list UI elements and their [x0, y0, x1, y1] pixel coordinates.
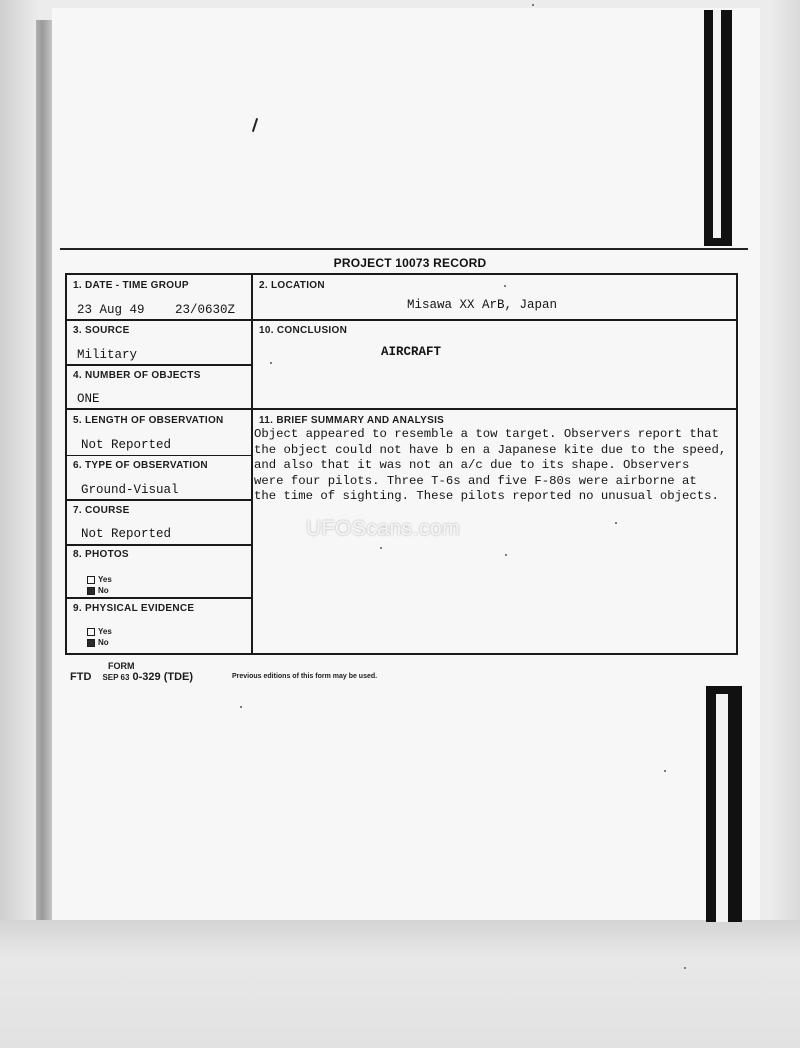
rule-location-bottom [251, 319, 738, 321]
physical-evidence-yes-option [87, 627, 112, 636]
record-form [65, 273, 738, 655]
physical-evidence-no-label: No [98, 638, 109, 647]
conclusion-value: AIRCRAFT [381, 345, 442, 359]
form-title: PROJECT 10073 RECORD [333, 256, 487, 270]
scan-speck [270, 362, 272, 364]
form-top-rule [60, 248, 748, 250]
scan-speck [684, 967, 686, 969]
photos-no-label: No [98, 586, 109, 595]
scan-speck [615, 522, 617, 524]
rule-conclusion-bottom [251, 408, 738, 410]
photos-no-option [87, 586, 109, 595]
time-value: 23/0630Z [175, 303, 236, 317]
type-of-observation-value: Ground-Visual [81, 483, 179, 497]
scan-left-edge-shadow [36, 20, 52, 920]
scan-speck [240, 706, 242, 708]
date-time-group-label: 1. DATE - TIME GROUP [73, 280, 189, 291]
summary-line: and also that it was not an a/c due to its shape. Observers [254, 458, 690, 472]
course-value: Not Reported [81, 527, 172, 541]
footer-form-word: FORM [108, 661, 135, 671]
rule-photos-bottom [67, 597, 253, 599]
source-label: 3. SOURCE [73, 325, 130, 336]
physical-evidence-no-checkbox [87, 639, 95, 647]
length-of-observation-value: Not Reported [81, 438, 172, 452]
footer-form-date: SEP 63 [102, 673, 130, 682]
physical-evidence-yes-checkbox [87, 628, 95, 636]
physical-evidence-no-option [87, 638, 109, 647]
rule-date-bottom [67, 319, 253, 321]
photos-no-checkbox [87, 587, 95, 595]
footer-form-number: 0-329 (TDE) [132, 671, 194, 683]
photos-yes-label: Yes [98, 575, 112, 584]
source-value: Military [77, 348, 138, 362]
location-value: Misawa XX ArB, Japan [407, 298, 558, 312]
rule-objects-bottom [67, 408, 253, 410]
footer-form-code [70, 671, 193, 683]
binder-clip-bottom [706, 686, 742, 922]
footer-form-agency: FTD [70, 671, 92, 683]
photos-label: 8. PHOTOS [73, 549, 129, 560]
physical-evidence-yes-label: Yes [98, 627, 112, 636]
conclusion-label: 10. CONCLUSION [259, 325, 348, 336]
rule-length-bottom [67, 455, 253, 456]
summary-line: the object could not have b en a Japanese kite due to the speed, [254, 442, 727, 457]
summary-label: 11. BRIEF SUMMARY AND ANALYSIS [259, 415, 445, 426]
number-of-objects-value: ONE [77, 392, 100, 406]
type-of-observation-label: 6. TYPE OF OBSERVATION [73, 460, 208, 471]
summary-line: Object appeared to resemble a tow target. Observers report that [254, 427, 719, 441]
date-value: 23 Aug 49 [77, 303, 145, 317]
scan-speck [532, 4, 534, 6]
summary-line: were four pilots. Three T-6s and five F-80s were airborne at [254, 473, 697, 488]
length-of-observation-label: 5. LENGTH OF OBSERVATION [73, 415, 224, 426]
physical-evidence-label: 9. PHYSICAL EVIDENCE [73, 603, 195, 614]
photos-yes-option [87, 575, 112, 584]
footer-note: Previous editions of this form may be used. [232, 673, 378, 680]
number-of-objects-label: 4. NUMBER OF OBJECTS [73, 370, 201, 381]
scan-speck [380, 547, 382, 549]
rule-source-bottom [67, 364, 253, 366]
course-label: 7. COURSE [73, 505, 130, 516]
rule-course-bottom [67, 544, 253, 546]
watermark: UFOScans.com [306, 517, 461, 540]
scan-bottom-edge [0, 920, 800, 1048]
binder-clip-top [704, 10, 732, 246]
scan-speck [664, 770, 666, 772]
location-label: 2. LOCATION [259, 280, 325, 291]
photos-yes-checkbox [87, 576, 95, 584]
summary-line: the time of sighting. These pilots reported no unusual objects. [254, 489, 719, 503]
scan-speck [505, 554, 507, 556]
scan-speck [504, 285, 506, 287]
summary-text [254, 427, 744, 505]
rule-type-bottom [67, 499, 253, 501]
